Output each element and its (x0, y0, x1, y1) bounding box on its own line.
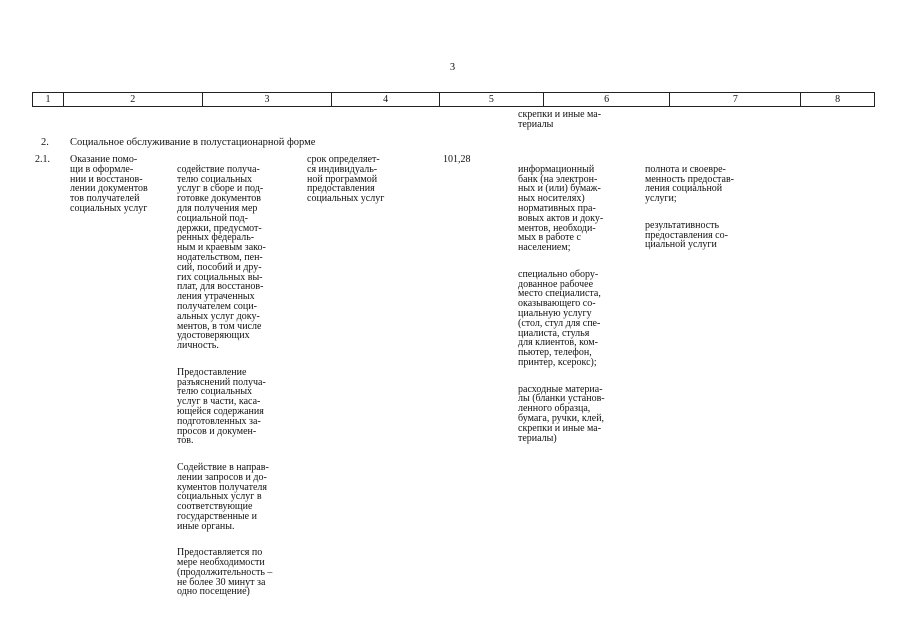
row-number: 2.1. (35, 154, 50, 165)
service-name: Оказание помо- щи в оформле- нии и восстанов- лении документов тов получателей социальных услуг (70, 154, 148, 214)
service-description (177, 155, 302, 614)
description-paragraph: содействие получа- телю социальных услуг в сборе и под- готовке документов для получения мер социальной под- держки, предусмот- ренных федераль- ным и краевым зако- нодательством, пен- сий, пособий и дру- гих социальных вы- плат, для восстанов- ления утраченных получателем соци- альных услуг доку- ментов, в том числе удостоверяющих личность. (177, 163, 266, 352)
header-col-3: 3 (203, 93, 333, 106)
service-tariff: 101,28 (443, 154, 471, 165)
indicators-paragraph: результативность предоставления со- циальной услуги (645, 219, 728, 251)
indicators-paragraph: полнота и своевре- менность предостав- ления социальной услуги; (645, 163, 735, 205)
conditions-paragraph: расходные материа- лы (бланки установ- ленного образца, бумага, ручки, клей, скрепки и иные ма- териалы) (518, 383, 605, 444)
header-col-5: 5 (440, 93, 544, 106)
header-col-6: 6 (544, 93, 671, 106)
service-term: срок определяет- ся индивидуаль- ной программой предоставления социальных услуг (307, 154, 385, 205)
header-col-1: 1 (33, 93, 64, 106)
header-col-4: 4 (332, 93, 440, 106)
header-col-7: 7 (670, 93, 801, 106)
section-title: Социальное обслуживание в полустационарной форме (70, 137, 316, 148)
conditions-paragraph: информационный банк (на электрон- ных и (или) бумаж- ных носителях) нормативных пра- вовых актов и доку- ментов, необходи- мых в работе с населением; (518, 163, 604, 254)
page-number: 3 (449, 62, 456, 73)
header-col-2: 2 (64, 93, 203, 106)
header-col-8: 8 (835, 94, 841, 105)
service-conditions (518, 155, 643, 460)
continuation-col6: скрепки и иные ма- териалы (518, 109, 602, 130)
service-indicators (645, 155, 773, 267)
conditions-paragraph: специально обору- дованное рабочее место специалиста, оказывающего со- циальную услугу (стол, стул для спе- циалиста, стулья для клиентов, ком- пьютер, телефон, принтер, ксерокс); (518, 268, 601, 368)
description-paragraph: Предоставляется по мере необходимости (продолжительность – не более 30 минут за одно посещение) (177, 547, 273, 598)
section-number: 2. (41, 137, 49, 148)
description-paragraph: Содействие в направ- лении запросов и до- кументов получателя социальных услуг в соответствующие государственные и иные органы. (177, 461, 269, 532)
description-paragraph: Предоставление разъяснений получа- телю социальных услуг в части, каса- ющейся содержания подготовленных за- просов и докумен- тов. (177, 366, 266, 447)
table-header-row (32, 92, 875, 107)
